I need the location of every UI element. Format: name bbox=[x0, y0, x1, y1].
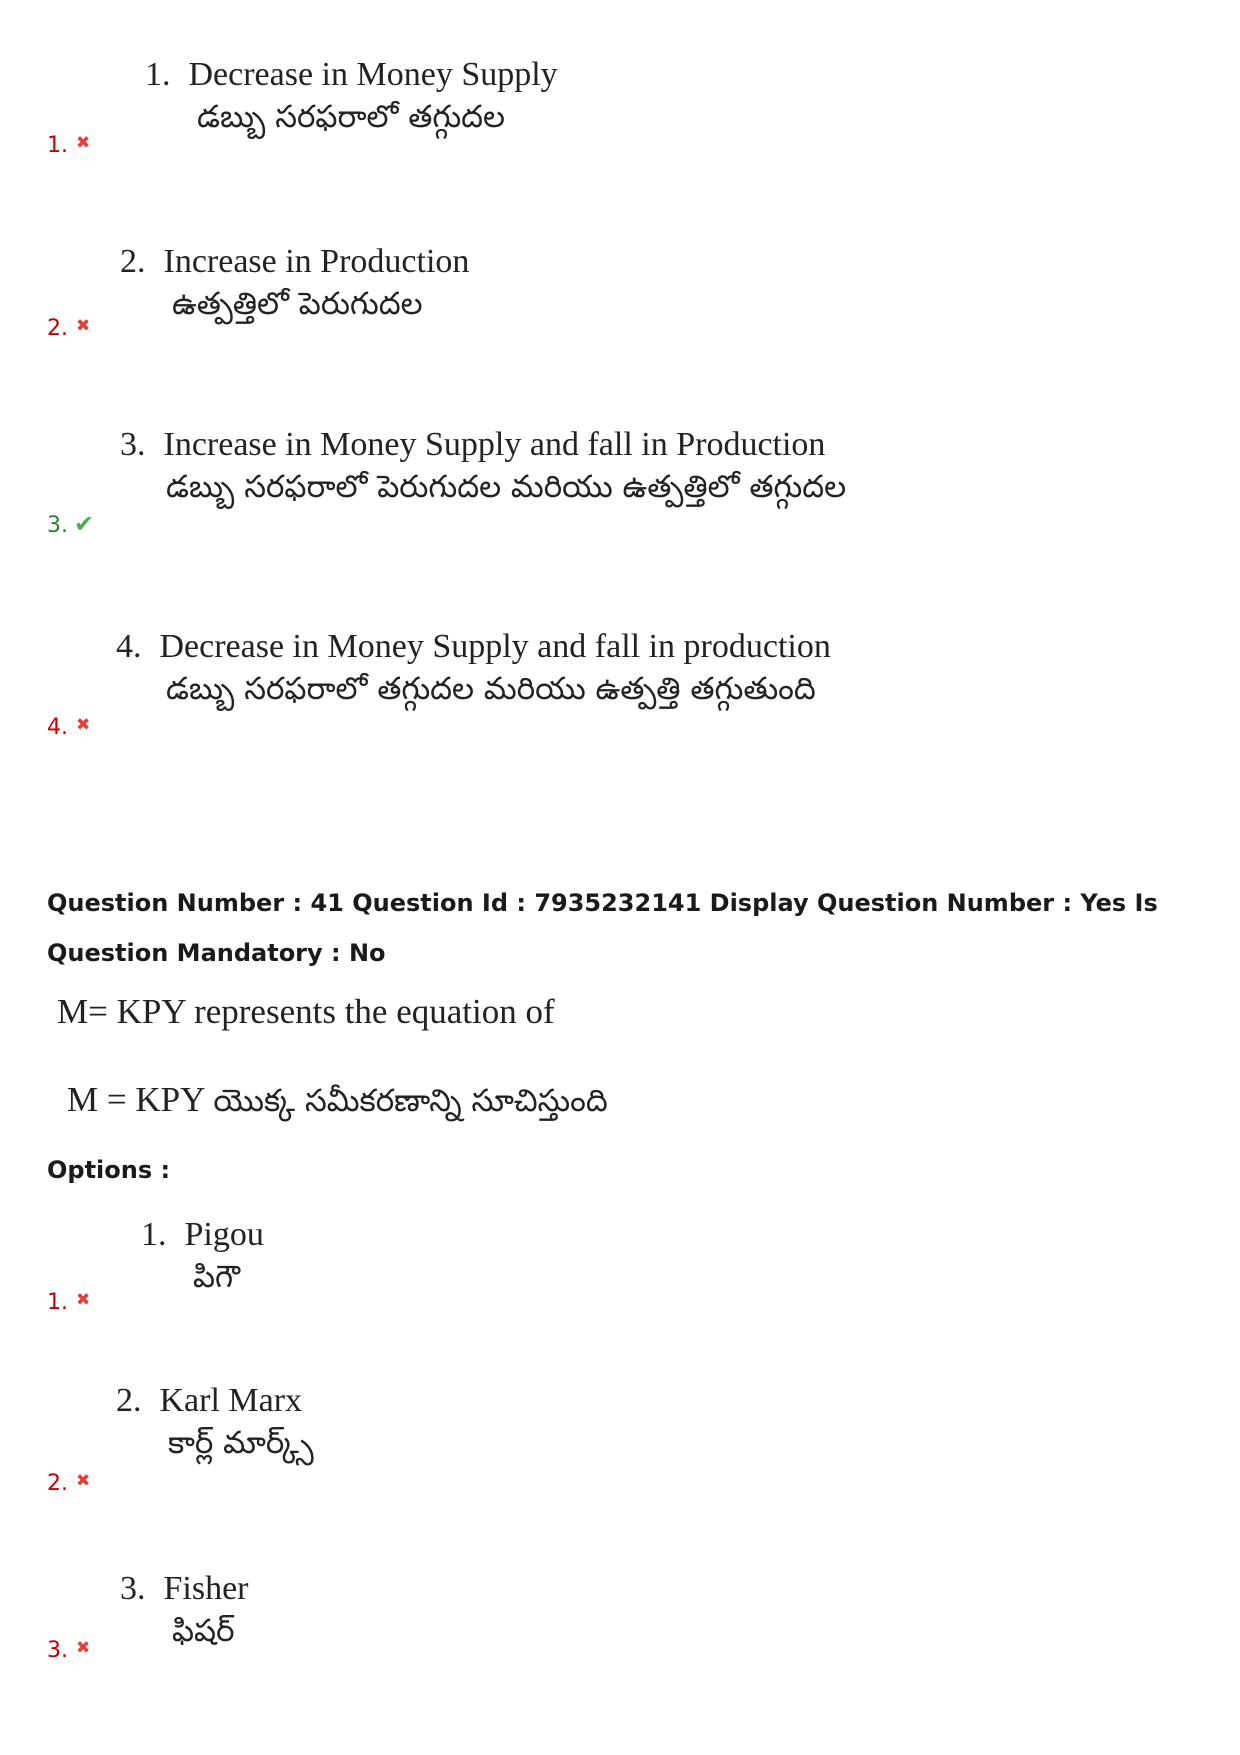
option-index: 2. bbox=[116, 1382, 142, 1419]
option-index: 1. bbox=[141, 1216, 167, 1253]
option-telugu: కార్ల్ మార్క్స్ bbox=[168, 1425, 314, 1461]
question-formula: M = KPY bbox=[67, 1080, 206, 1119]
option-english: Fisher bbox=[163, 1570, 249, 1607]
check-icon: ✔ bbox=[74, 510, 95, 538]
option-telugu: పిగౌ bbox=[193, 1259, 241, 1295]
option-english: Pigou bbox=[184, 1216, 264, 1253]
option-index: 1. bbox=[145, 56, 171, 93]
cross-icon: ✖ bbox=[76, 316, 91, 336]
question-text-english: M= KPY represents the equation of bbox=[57, 992, 555, 1031]
option-telugu: డబ్బు సరఫరాలో తగ్గుదల bbox=[197, 99, 506, 135]
option-telugu: ఫిషర్ bbox=[172, 1613, 235, 1649]
option-english: Karl Marx bbox=[159, 1382, 303, 1419]
cross-icon: ✖ bbox=[76, 1471, 91, 1491]
option-index: 2. bbox=[120, 243, 146, 280]
option-index: 3. bbox=[120, 1570, 146, 1607]
option-english: Decrease in Money Supply and fall in production bbox=[159, 628, 831, 665]
option-number: 2. bbox=[47, 316, 68, 341]
option-3-text bbox=[120, 428, 846, 503]
option-3-marker bbox=[47, 1640, 90, 1662]
option-4-text bbox=[116, 630, 831, 705]
option-english: Increase in Money Supply and fall in Production bbox=[163, 426, 826, 463]
option-2-marker bbox=[47, 1473, 90, 1495]
option-index: 4. bbox=[116, 628, 142, 665]
option-english: Increase in Production bbox=[163, 243, 470, 280]
option-3-marker bbox=[47, 512, 94, 537]
option-number: 2. bbox=[47, 1471, 68, 1496]
cross-icon: ✖ bbox=[76, 1638, 91, 1658]
option-1-text bbox=[141, 1218, 264, 1293]
option-4-marker bbox=[47, 717, 90, 739]
option-number: 1. bbox=[47, 133, 68, 158]
cross-icon: ✖ bbox=[76, 133, 91, 153]
option-2-marker bbox=[47, 318, 90, 340]
option-number: 1. bbox=[47, 1290, 68, 1315]
option-telugu: ఉత్పత్తిలో పెరుగుదల bbox=[172, 286, 423, 322]
option-1-marker bbox=[47, 1292, 90, 1314]
option-1-marker bbox=[47, 135, 90, 157]
option-2-text bbox=[120, 245, 469, 320]
question-telugu-text: యొక్క సమీకరణాన్ని సూచిస్తుంది bbox=[213, 1083, 608, 1119]
option-telugu: డబ్బు సరఫరాలో పెరుగుదల మరియు ఉత్పత్తిలో తగ్గుదల bbox=[166, 469, 847, 505]
option-2-text bbox=[116, 1384, 314, 1459]
option-number: 4. bbox=[47, 715, 68, 740]
option-number: 3. bbox=[47, 1638, 68, 1663]
cross-icon: ✖ bbox=[76, 715, 91, 735]
option-english: Decrease in Money Supply bbox=[188, 56, 558, 93]
option-index: 3. bbox=[120, 426, 146, 463]
options-label: Options : bbox=[47, 1156, 171, 1184]
option-telugu: డబ్బు సరఫరాలో తగ్గుదల మరియు ఉత్పత్తి తగ్గుతుంది bbox=[166, 671, 816, 707]
cross-icon: ✖ bbox=[76, 1290, 91, 1310]
option-number: 3. bbox=[47, 513, 68, 538]
option-3-text bbox=[120, 1572, 249, 1647]
question-text-telugu bbox=[67, 1080, 608, 1126]
option-1-text bbox=[145, 58, 558, 133]
question-meta: Question Number : 41 Question Id : 7935232141 Display Question Number : Yes Is Question Mandatory : No bbox=[47, 889, 1158, 967]
